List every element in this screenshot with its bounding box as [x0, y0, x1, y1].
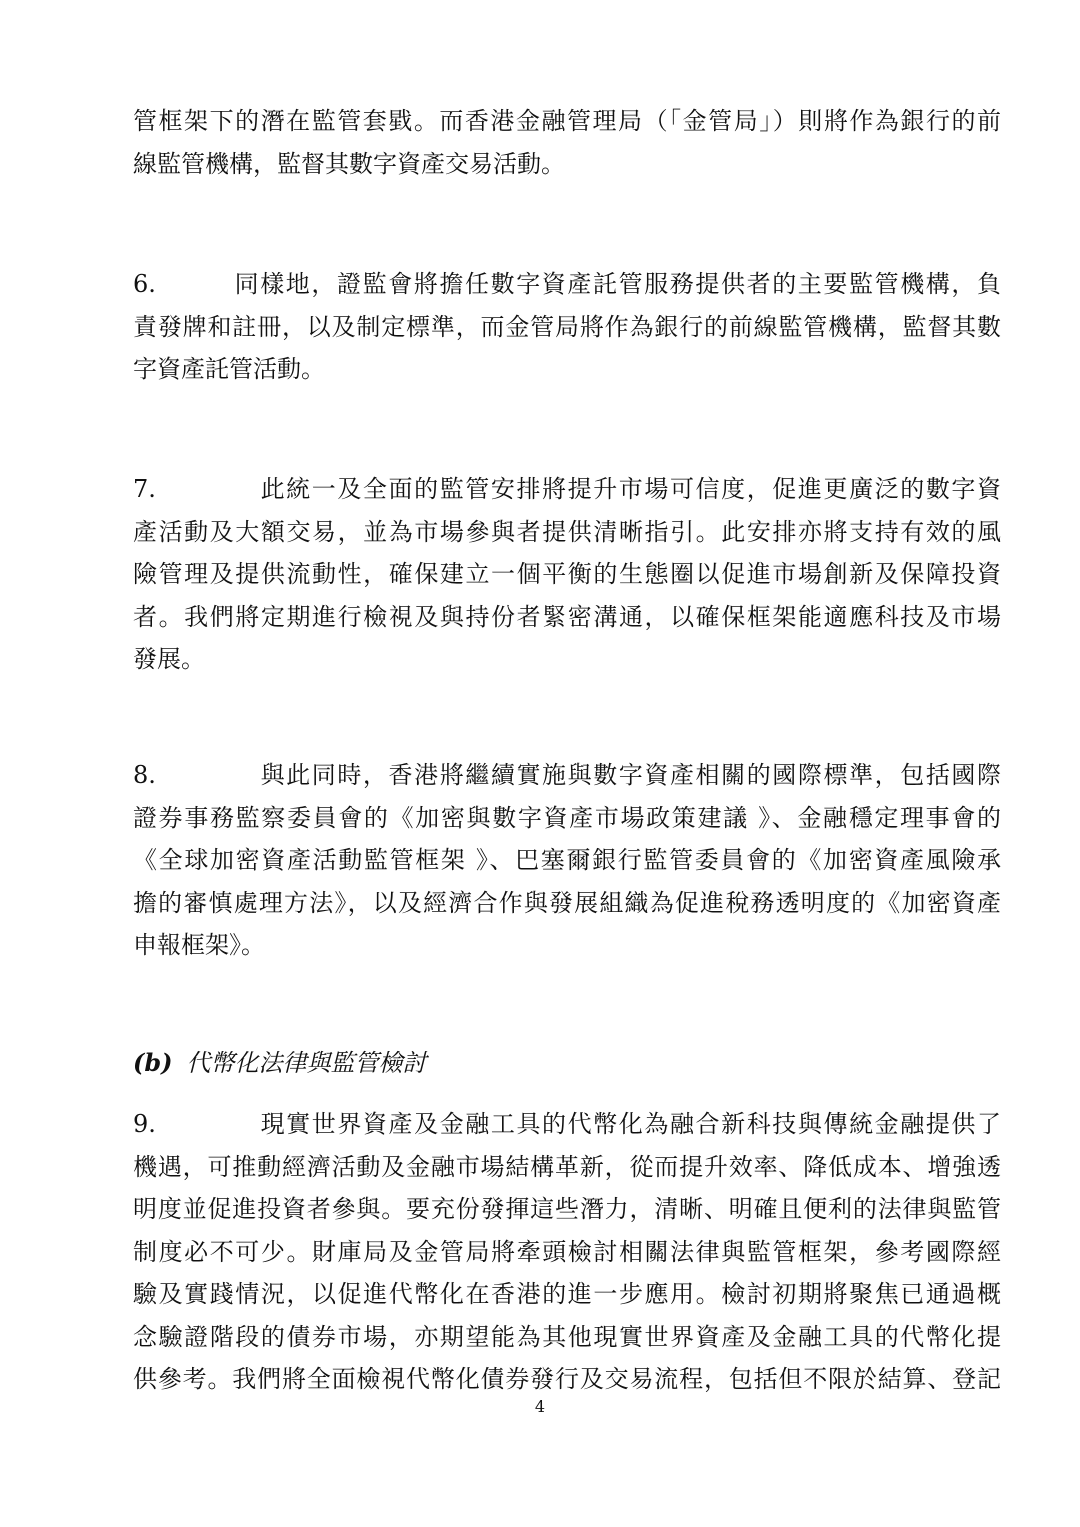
paragraph-number: 7.	[133, 475, 156, 503]
paragraph-7	[133, 468, 1001, 681]
text-line: 責發牌和註冊，以及制定標準，而金管局將作為銀行的前線監管機構，監督其數	[133, 312, 1001, 341]
text-line: 明度並促進投資者參與。要充份發揮這些潛力，清晰、明確且便利的法律與監管	[133, 1195, 1001, 1223]
text-line: 險管理及提供流動性，確保建立一個平衡的生態圈以促進市場創新及保障投資	[133, 560, 1001, 588]
text-span: 同樣地，證監會將擔任數字資產託管服務提供者的主要監管機構，負	[233, 270, 1001, 298]
text-line	[133, 263, 1001, 306]
text-line	[133, 1103, 1001, 1146]
text-line: 字資產託管活動。	[133, 355, 325, 383]
section-title: 代幣化法律與監管檢討	[186, 1049, 427, 1077]
text-line: 發展。	[133, 645, 205, 673]
paragraph-6	[133, 263, 1001, 391]
paragraph-number: 8.	[133, 761, 156, 789]
paragraph-9	[133, 1103, 1001, 1401]
text-line: 證券事務監察委員會的《加密與數字資產市場政策建議 》、金融穩定理事會的	[133, 803, 1001, 832]
text-line: 《全球加密資產活動監管框架 》、巴塞爾銀行監管委員會的《加密資產風險承	[133, 846, 1001, 874]
section-label: (b)	[133, 1048, 173, 1077]
text-line: 驗及實踐情況，以促進代幣化在香港的進一步應用。檢討初期將聚焦已通過概	[133, 1280, 1001, 1308]
text-line: 管框架下的潛在監管套戥。而香港金融管理局（「金管局」）則將作為銀行的前	[133, 107, 1001, 135]
text-line: 擔的審慎處理方法》，以及經濟合作與發展組織為促進稅務透明度的《加密資產	[133, 888, 1001, 917]
text-line: 者。我們將定期進行檢視及與持份者緊密溝通，以確保框架能適應科技及市場	[133, 602, 1001, 631]
text-line: 產活動及大額交易，並為市場參與者提供清晰指引。此安排亦將支持有效的風	[133, 517, 1001, 546]
text-line: 機遇，可推動經濟活動及金融市場結構革新，從而提升效率、降低成本、增強透	[133, 1152, 1001, 1181]
text-line: 線監管機構，監督其數字資產交易活動。	[133, 149, 565, 178]
text-line	[133, 468, 1001, 511]
paragraph-8	[133, 754, 1001, 967]
text-line: 供參考。我們將全面檢視代幣化債券發行及交易流程，包括但不限於結算、登記	[133, 1365, 1001, 1393]
text-span: 現實世界資產及金融工具的代幣化為融合新科技與傳統金融提供了	[259, 1110, 1001, 1138]
text-line: 申報框架》。	[133, 931, 265, 959]
text-span: 與此同時，香港將繼續實施與數字資產相關的國際標準，包括國際	[259, 761, 1001, 789]
text-span: 此統一及全面的監管安排將提升市場可信度，促進更廣泛的數字資	[259, 475, 1001, 503]
paragraph-number: 9.	[133, 1110, 156, 1138]
paragraph-number: 6.	[133, 270, 156, 298]
text-line: 念驗證階段的債券市場，亦期望能為其他現實世界資產及金融工具的代幣化提	[133, 1322, 1001, 1351]
text-line: 制度必不可少。財庫局及金管局將牽頭檢討相關法律與監管框架，參考國際經	[133, 1237, 1001, 1266]
section-heading	[133, 1043, 427, 1078]
text-line	[133, 754, 1001, 797]
paragraph-continued	[133, 100, 1001, 185]
page-number: 4	[534, 1397, 546, 1416]
